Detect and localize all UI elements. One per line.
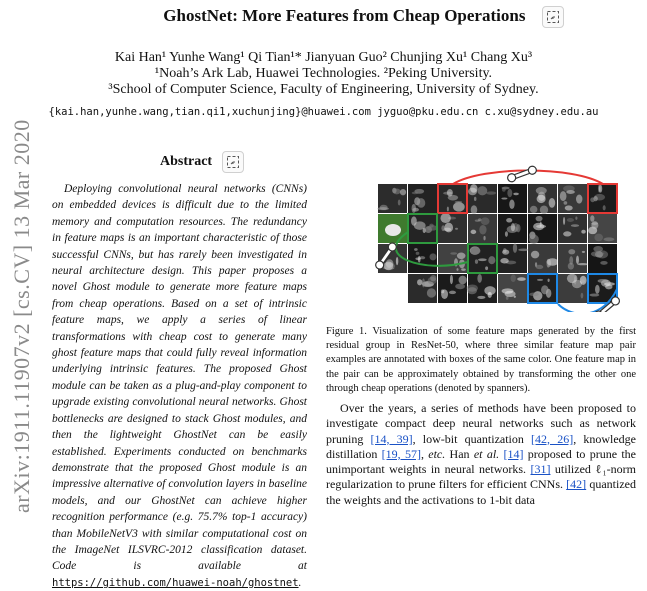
affiliation-line-2: ³School of Computer Science, Faculty of Engineering, University of Sydney. (108, 82, 539, 97)
intro-paragraph (326, 401, 636, 508)
author-list: Kai Han¹ Yunhe Wang¹ Qi Tian¹* Jianyuan Guo² Chunjing Xu¹ Chang Xu³ (114, 50, 533, 65)
feature-map-tile (498, 274, 527, 303)
feature-map-tile (558, 274, 587, 303)
citation-link[interactable]: [42] (566, 477, 587, 492)
paper-title-row (0, 6, 647, 28)
text-run: , knowledge distillation (326, 431, 636, 461)
citation-link[interactable]: [14, 39] (370, 431, 413, 446)
feature-map-tile (438, 244, 467, 273)
feature-map-tile (528, 274, 557, 303)
abstract-paragraph: Deploying convolutional neural networks (CNNs) on embedded devices is difficult due to the limited memory and computation resources. The redundancy in feature maps is an important characteristic of those successful CNNs, but has rarely been investigated in neural architecture design. This paper proposes a novel Ghost module to generate more feature maps from cheap operations. Based on a set of intrinsic feature maps, we apply a series of linear transformations with cheap cost to generate many ghost feature maps that could fully reveal information underlying intrinsic features. The proposed Ghost module can be taken as a plug-and-play component to upgrade existing convolutional neural networks. Ghost bottlenecks are designed to stack Ghost modules, and then the lightweight GhostNet can be easily established. Experiments conducted on benchmarks demonstrate that the proposed Ghost module is an impressive alternative of convolution layers in baseline models, and our GhostNet can achieve higher recognition performance (e.g. 75.7% top-1 accuracy) than MobileNetV3 with similar computational cost on the ImageNet ILSVRC-2012 classification dataset. Code is available at (52, 183, 307, 573)
code-link[interactable]: https://github.com/huawei-noah/ghostnet (52, 576, 299, 589)
feature-map-tile (498, 214, 527, 243)
feature-map-tile (528, 214, 557, 244)
feature-map-tile (558, 214, 587, 243)
figure-caption: Figure 1. Visualization of some feature maps generated by the first residual group in ResNet-50, where three similar feature map pair examples are annotated with boxes of the same color. One feature map in the pair can be approximately obtained by transforming the other one through cheap operations (denoted by spanners). (326, 326, 636, 394)
feature-map-tile (558, 184, 587, 213)
feature-map-tile (438, 184, 467, 213)
feature-map-tile (408, 184, 437, 213)
feature-map-tile (468, 214, 497, 243)
citation-link[interactable]: [19, 57] (381, 446, 421, 461)
copy-icon (546, 10, 560, 24)
feature-map-tile (528, 244, 558, 273)
text-run: et al. (473, 446, 500, 461)
citation-link[interactable]: [31] (530, 462, 551, 477)
text-run: utilized ℓ₁-norm regularization to prune filters for efficient CNNs. (326, 462, 637, 492)
feature-map-tile (408, 244, 437, 273)
email-list: {kai.han,yunhe.wang,tian.qi1,xuchunjing}@huawei.com jyguo@pku.edu.cn c.xu@sydney.edu.au (48, 106, 599, 118)
text-run: Over the years, a series of methods have been proposed to investigate compact deep neural networks such as network pruning (326, 401, 636, 446)
input-image-subject (385, 224, 401, 236)
abstract-heading-row (160, 151, 244, 173)
citation-link[interactable]: [42, 26] (531, 431, 574, 446)
text-run: , low-bit quantization (412, 431, 532, 446)
feature-map-tile (438, 213, 467, 243)
feature-map-tile (468, 184, 497, 214)
paper-title: GhostNet: More Features from Cheap Operations (163, 6, 526, 25)
feature-map-tile (588, 244, 617, 273)
citation-link[interactable]: [14] (503, 446, 524, 461)
feature-map-grid (372, 164, 622, 312)
feature-map-tile (588, 214, 617, 243)
feature-map-tile (558, 244, 588, 273)
copy-title-button[interactable] (542, 6, 564, 28)
abstract-heading: Abstract (160, 154, 213, 170)
text-run: Han (445, 446, 474, 461)
spanner-icon (507, 165, 538, 183)
feature-map-tile (528, 184, 557, 214)
feature-map-tile (588, 184, 617, 213)
text-run: etc. (428, 446, 446, 461)
feature-map-tile (467, 274, 497, 303)
text-run: , (420, 446, 429, 461)
copy-abstract-button[interactable] (222, 151, 244, 173)
abstract-text: Deploying convolutional neural networks (CNNs) on embedded devices is difficult due to the limited memory and computation resources. The redundancy in feature maps is an important characteristic of those successful CNNs, but has rarely been investigated in neural architecture design. This paper proposes a novel Ghost module to generate more feature maps from cheap operations. Based on a set of intrinsic feature maps, we apply a series of linear transformations with cheap cost to generate many ghost feature maps that could fully reveal information underlying intrinsic features. The proposed Ghost module can be taken as a plug-and-play component to upgrade existing convolutional neural networks. Ghost bottlenecks are designed to stack Ghost modules, and then the lightweight GhostNet can be easily established. Experiments conducted on benchmarks demonstrate that the proposed Ghost module is an impressive alternative of convolution layers in baseline models, and our GhostNet can achieve higher recognition performance (e.g. 75.7% top-1 accuracy) than MobileNetV3 with similar computational cost on the ImageNet ILSVRC-2012 classification dataset. Code is available at https://github.com/huawei-noah/ghostnet. (52, 183, 307, 589)
feature-map-tile (408, 274, 437, 303)
text-run: quantized the weights and the activations to 1-bit data (326, 477, 636, 507)
feature-map-figure (372, 164, 622, 312)
affiliation-line-1: ¹Noah’s Ark Lab, Huawei Technologies. ²Peking University. (154, 66, 493, 81)
feature-map-tile (498, 243, 529, 273)
text-run: proposed to prune the unimportant weights in neural networks. (326, 446, 637, 477)
feature-map-tile (377, 184, 407, 213)
feature-map-tile (438, 274, 467, 303)
author-block (0, 50, 647, 98)
arxiv-identifier: arXiv:1911.11907v2 [cs.CV] 13 Mar 2020 (9, 119, 34, 513)
feature-map-tile (408, 214, 438, 243)
copy-icon (226, 155, 240, 169)
feature-map-tile (498, 184, 527, 213)
feature-map-tile (468, 244, 497, 273)
